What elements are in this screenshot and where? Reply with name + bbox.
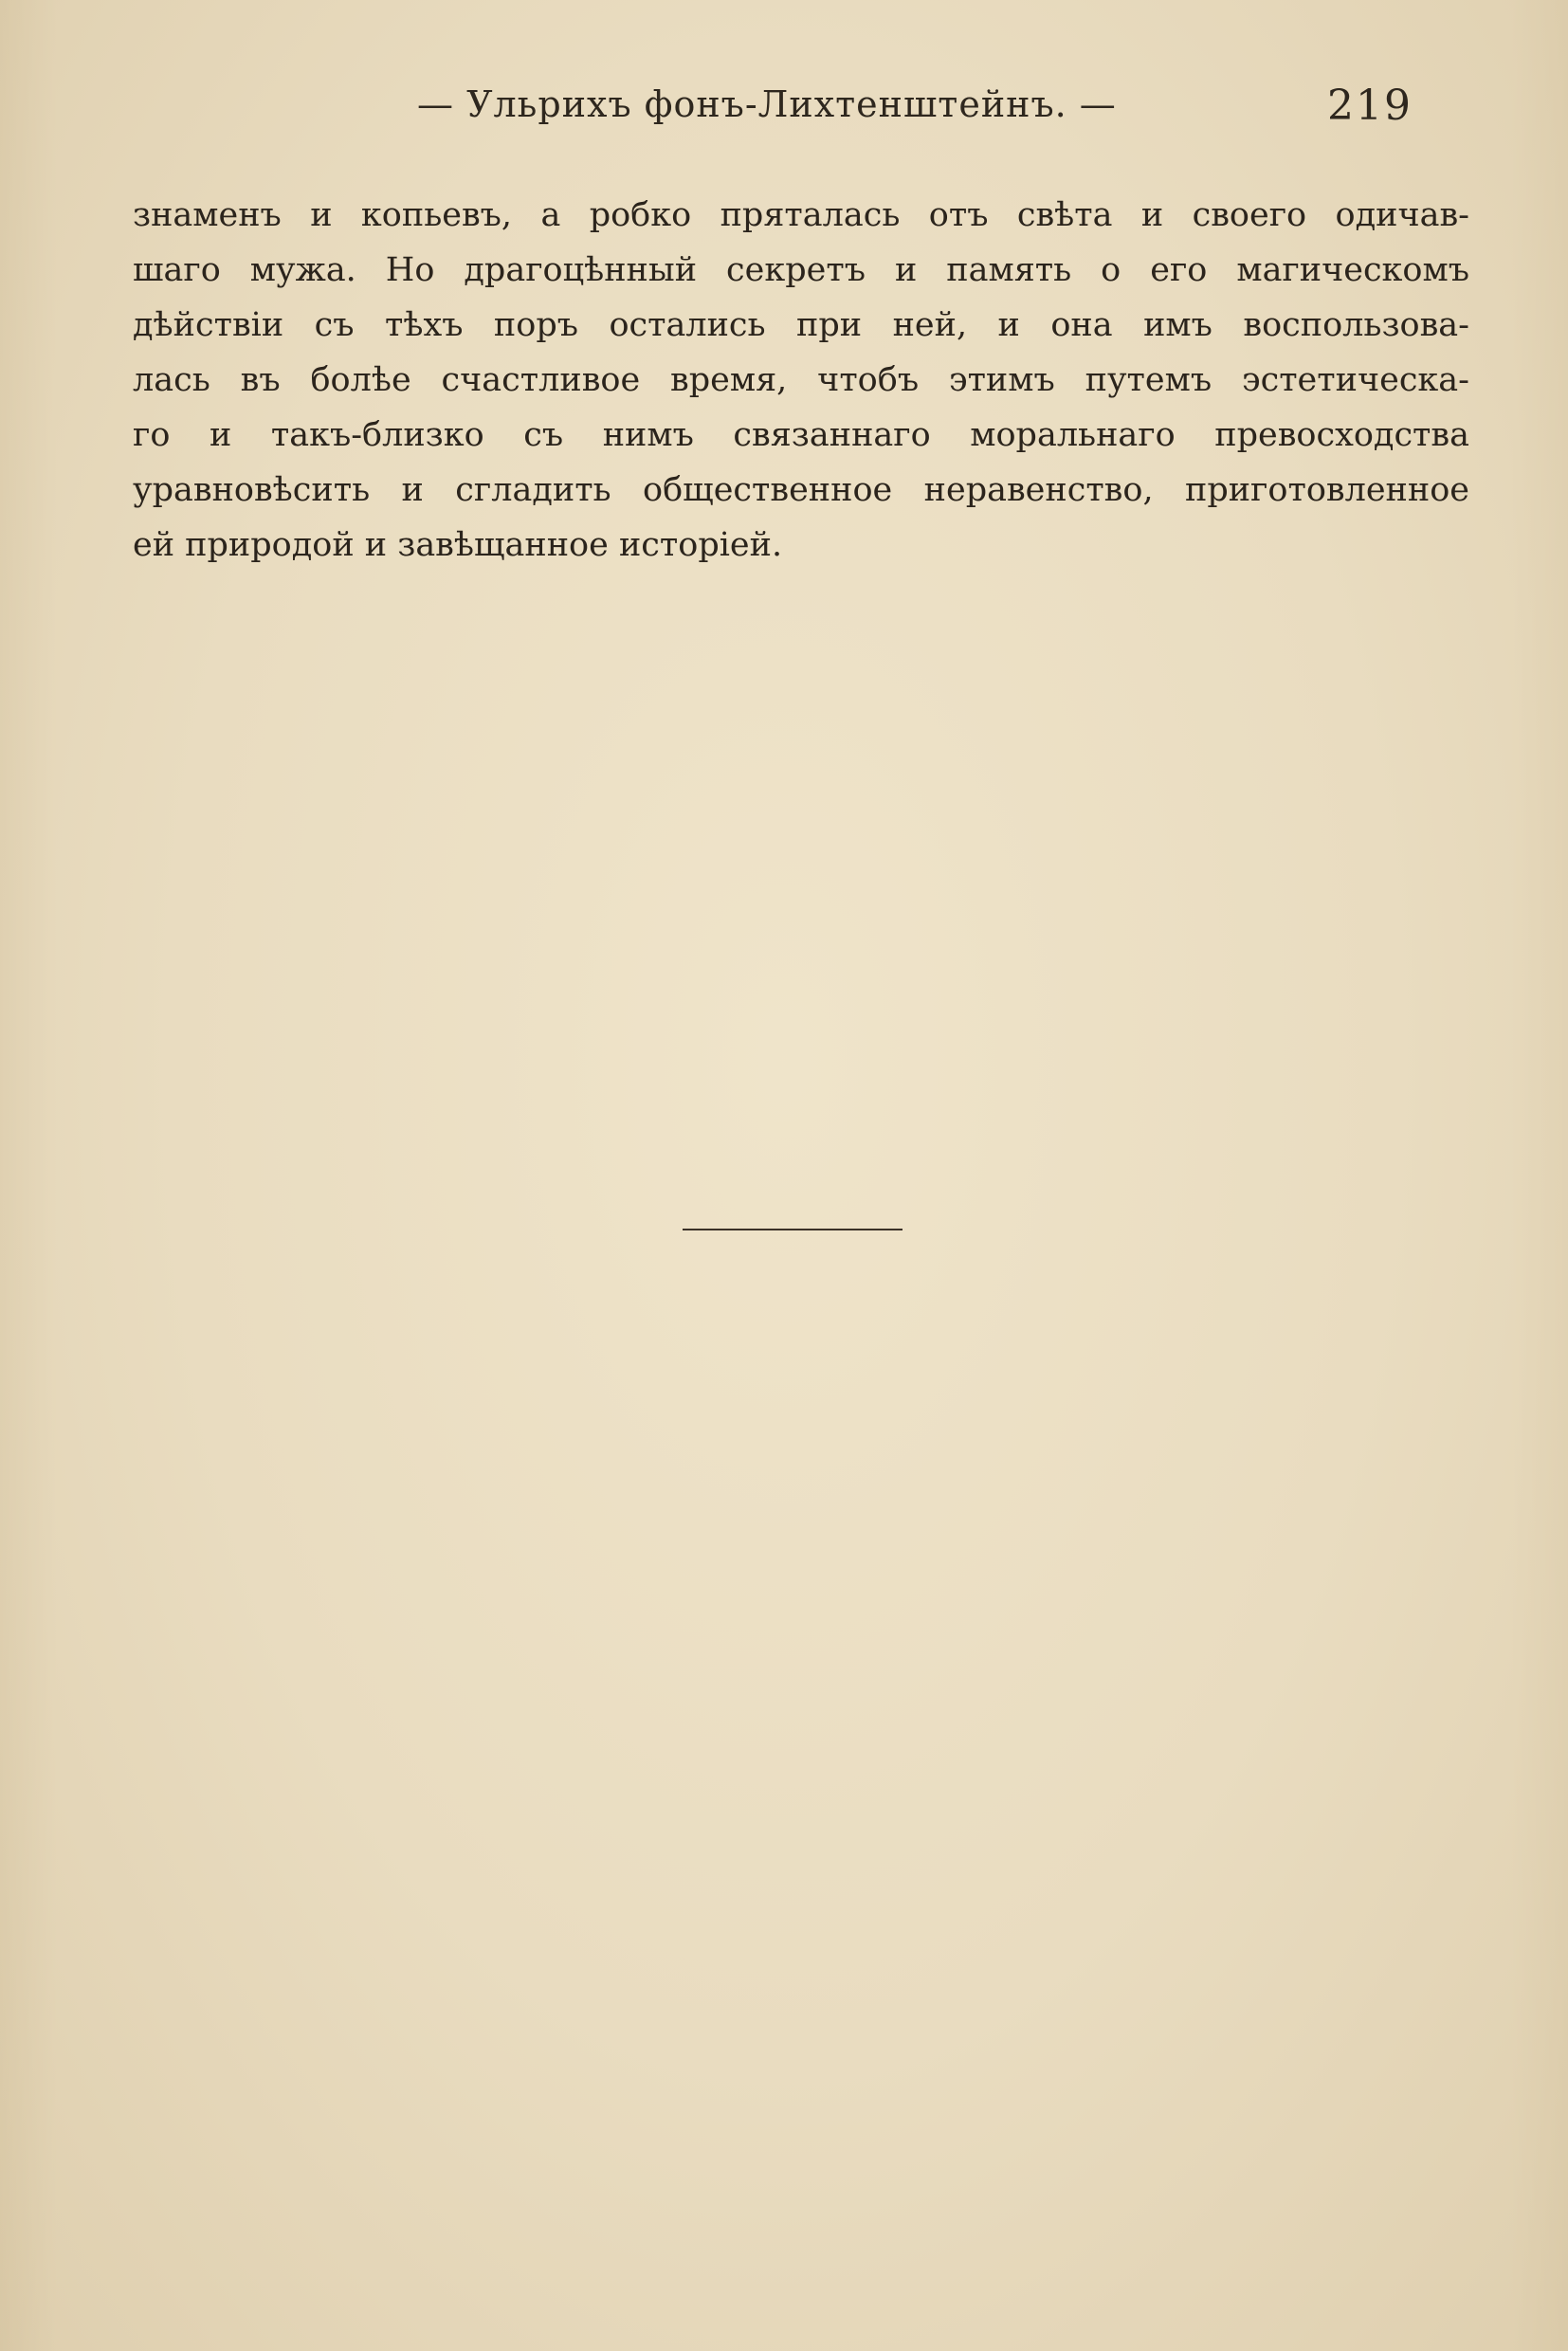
running-head [133, 83, 1413, 140]
running-head-title: — Ульрихъ фонъ-Лихтенштейнъ. — [417, 83, 1117, 125]
text-line: ей природой и завѣщанное исторіей. [133, 526, 783, 564]
section-end-rule [683, 1229, 903, 1230]
text-line: дѣйствіи съ тѣхъ поръ остались при ней, и она имъ воспользова- [133, 306, 1469, 344]
text-line: го и такъ-близко съ нимъ связаннаго моральнаго превосходства [133, 416, 1469, 454]
text-line: знаменъ и копьевъ, а робко пряталась отъ свѣта и своего одичав- [133, 196, 1469, 234]
page-number: 219 [1327, 82, 1413, 130]
text-line: шаго мужа. Но драгоцѣнный секретъ и память о его магическомъ [133, 251, 1469, 289]
text-line: уравновѣсить и сгладить общественное неравенство, приготовленное [133, 471, 1469, 509]
body-paragraph [133, 188, 1469, 573]
text-line: лась въ болѣе счастливое время, чтобъ этимъ путемъ эстетическа- [133, 361, 1469, 399]
